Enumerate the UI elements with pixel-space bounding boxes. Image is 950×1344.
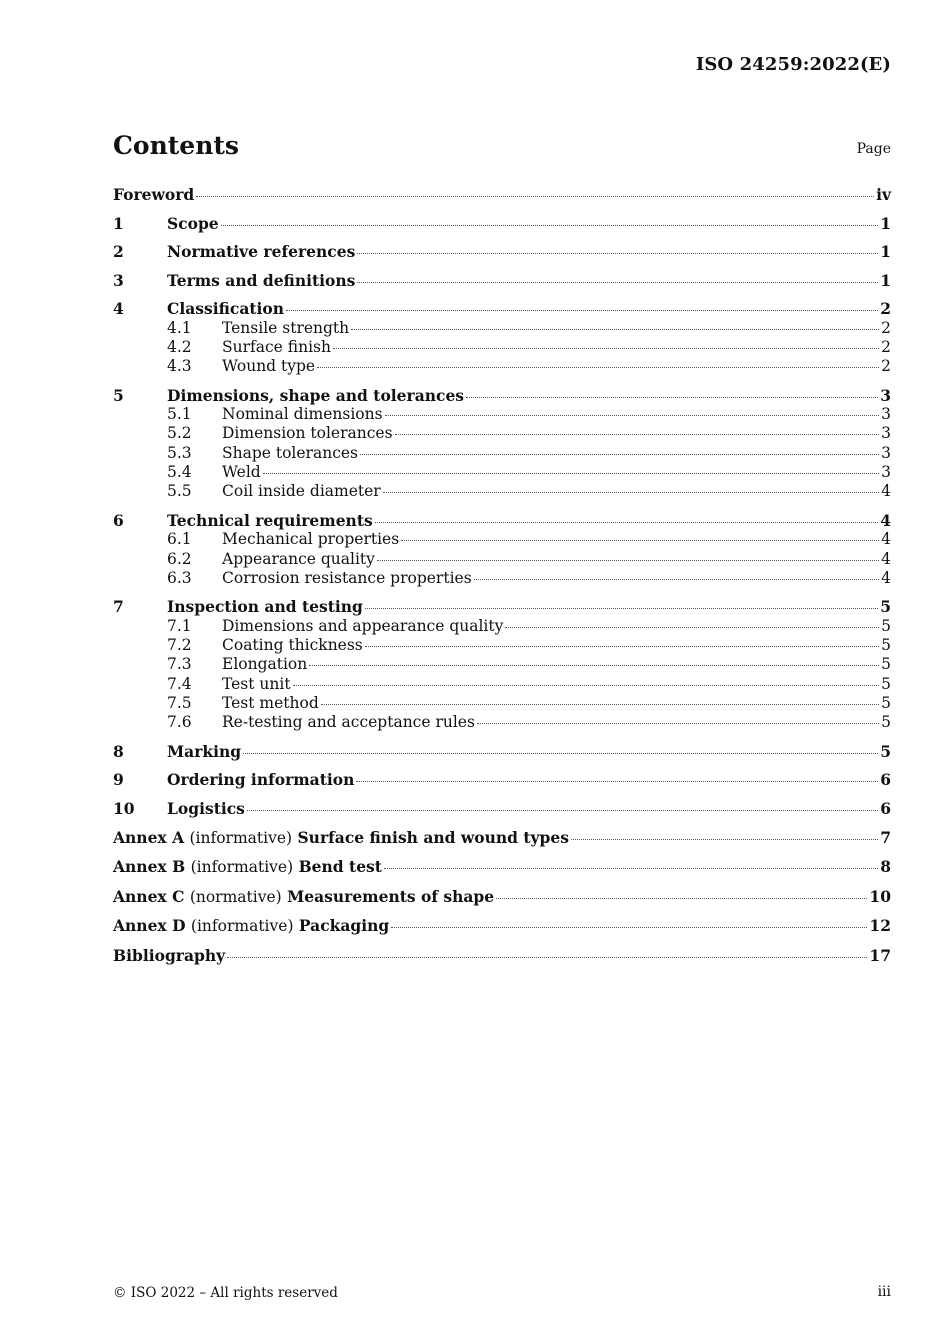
toc-entry-number: 7.4 <box>167 674 192 693</box>
toc-entry-title: Test method <box>222 693 319 712</box>
annex-label: Annex B <box>113 857 186 877</box>
table-of-contents <box>113 185 891 965</box>
toc-entry-title: Dimensions and appearance quality <box>222 616 504 635</box>
toc-leader-dots <box>247 810 878 811</box>
page-number: iii <box>877 1284 891 1300</box>
toc-entry-number: 5.4 <box>167 463 192 482</box>
toc-entry-title: Dimension tolerances <box>222 424 393 443</box>
annex-label: Annex D <box>113 916 186 936</box>
toc-entry-number: 5 <box>113 385 124 405</box>
toc-entry-title: Foreword <box>113 185 195 204</box>
toc-entry-title: Weld <box>222 463 261 482</box>
annex-label: Annex A <box>113 827 185 847</box>
contents-title: Contents <box>113 131 240 160</box>
toc-entry-page: 8 <box>880 857 891 877</box>
toc-leader-dots <box>496 898 867 899</box>
toc-entry-page: 7 <box>880 827 891 847</box>
toc-leader-dots <box>263 473 879 474</box>
toc-entry-page: 5 <box>881 655 891 674</box>
toc-entry-title: Surface finish <box>222 337 331 356</box>
toc-leader-dots <box>333 348 879 349</box>
toc-entry-4[interactable] <box>113 299 891 318</box>
annex-name: Measurements of shape <box>287 886 495 906</box>
toc-entry-5-4[interactable] <box>113 463 891 482</box>
toc-entry-number: 5.3 <box>167 443 192 462</box>
toc-entry-title: Coil inside diameter <box>222 482 381 501</box>
toc-entry-title: Corrosion resistance properties <box>222 568 472 587</box>
toc-entry-number: 7.1 <box>167 616 192 635</box>
toc-entry-page: 5 <box>881 616 891 635</box>
toc-entry-page: 5 <box>881 713 891 732</box>
toc-entry-5[interactable] <box>113 386 891 405</box>
toc-entry-number: 3 <box>113 270 124 290</box>
toc-entry-title: Dimensions, shape and tolerances <box>167 385 465 405</box>
toc-entry-7-3[interactable] <box>113 655 891 674</box>
toc-entry-page: 3 <box>881 405 891 424</box>
toc-annex-title <box>113 857 382 877</box>
toc-entry-page: 2 <box>880 299 891 319</box>
toc-entry-number: 6 <box>113 510 124 530</box>
toc-entry-bibliography[interactable] <box>113 946 891 965</box>
toc-leader-dots <box>309 665 879 666</box>
toc-entry-6-3[interactable] <box>113 569 891 588</box>
toc-leader-dots <box>351 329 879 330</box>
annex-type: (informative) <box>190 858 294 877</box>
annex-type: (informative) <box>190 917 294 936</box>
toc-entry-page: 17 <box>869 945 891 965</box>
toc-entry-page: 1 <box>880 270 891 290</box>
toc-entry-7-5[interactable] <box>113 694 891 713</box>
toc-entry-title: Inspection and testing <box>167 597 363 617</box>
toc-entry-title: Logistics <box>167 798 245 818</box>
toc-annex-b[interactable] <box>113 857 891 877</box>
toc-entry-8[interactable] <box>113 742 891 761</box>
toc-entry-title: Classification <box>167 299 285 319</box>
toc-entry-page: 5 <box>881 674 891 693</box>
toc-entry-7-6[interactable] <box>113 713 891 732</box>
toc-entry-page: 1 <box>880 242 891 262</box>
toc-entry-number: 8 <box>113 741 124 761</box>
toc-entry-page: 3 <box>881 463 891 482</box>
toc-entry-4-2[interactable] <box>113 338 891 357</box>
toc-annex-title <box>113 887 494 907</box>
toc-annex-c[interactable] <box>113 887 891 907</box>
toc-entry-page: 5 <box>880 597 891 617</box>
toc-entry-7-1[interactable] <box>113 617 891 636</box>
toc-entry-number: 6.3 <box>167 568 192 587</box>
toc-entry-title: Shape tolerances <box>222 443 358 462</box>
toc-entry-page: 3 <box>881 424 891 443</box>
toc-leader-dots <box>221 225 879 226</box>
toc-leader-dots <box>384 868 878 869</box>
toc-leader-dots <box>383 492 879 493</box>
toc-leader-dots <box>243 753 878 754</box>
toc-entry-number: 7.2 <box>167 636 192 655</box>
toc-entry-7-2[interactable] <box>113 636 891 655</box>
toc-leader-dots <box>571 839 878 840</box>
toc-entry-number: 7.5 <box>167 693 192 712</box>
toc-leader-dots <box>286 310 878 311</box>
toc-leader-dots <box>321 704 879 705</box>
annex-type: (normative) <box>189 887 282 906</box>
toc-entry-7-4[interactable] <box>113 675 891 694</box>
toc-entry-4-1[interactable] <box>113 319 891 338</box>
toc-entry-page: 2 <box>881 357 891 376</box>
toc-entry-page: 5 <box>880 741 891 761</box>
toc-entry-title: Nominal dimensions <box>222 405 383 424</box>
toc-annex-title <box>113 828 569 848</box>
toc-leader-dots <box>227 957 867 958</box>
toc-entry-number: 9 <box>113 770 124 790</box>
toc-entry-number: 4 <box>113 299 124 319</box>
toc-entry-page: iv <box>876 185 891 204</box>
toc-leader-dots <box>505 627 879 628</box>
toc-entry-foreword[interactable] <box>113 185 891 204</box>
toc-entry-page: 4 <box>881 530 891 549</box>
toc-entry-number: 7.3 <box>167 655 192 674</box>
toc-leader-dots <box>365 608 878 609</box>
toc-entry-6-2[interactable] <box>113 550 891 569</box>
toc-entry-page: 3 <box>880 385 891 405</box>
annex-type: (informative) <box>189 828 293 847</box>
copyright-notice: © ISO 2022 – All rights reserved <box>113 1285 338 1301</box>
toc-leader-dots <box>357 253 878 254</box>
toc-entry-title: Technical requirements <box>167 510 373 530</box>
toc-leader-dots <box>375 522 878 523</box>
toc-entry-title: Bibliography <box>113 945 226 965</box>
toc-leader-dots <box>357 282 878 283</box>
toc-entry-number: 1 <box>113 213 124 233</box>
annex-name: Surface finish and wound types <box>297 827 569 847</box>
toc-annex-d[interactable] <box>113 916 891 936</box>
toc-entry-number: 7.6 <box>167 713 192 732</box>
toc-entry-5-3[interactable] <box>113 444 891 463</box>
toc-entry-title: Coating thickness <box>222 636 363 655</box>
toc-annex-title <box>113 916 389 936</box>
toc-entry-number: 6.2 <box>167 549 192 568</box>
toc-leader-dots <box>477 723 879 724</box>
toc-entry-title: Marking <box>167 741 242 761</box>
toc-entry-title: Terms and definitions <box>167 270 356 290</box>
toc-leader-dots <box>474 579 879 580</box>
toc-entry-title: Scope <box>167 213 219 233</box>
toc-entry-title: Appearance quality <box>222 549 375 568</box>
toc-leader-dots <box>360 454 879 455</box>
toc-entry-page: 5 <box>881 693 891 712</box>
toc-entry-number: 4.1 <box>167 318 192 337</box>
toc-annex-a[interactable] <box>113 828 891 848</box>
toc-leader-dots <box>356 781 878 782</box>
toc-entry-page: 2 <box>881 337 891 356</box>
toc-entry-title: Tensile strength <box>222 318 350 337</box>
toc-entry-title: Normative references <box>167 242 356 262</box>
toc-entry-page: 2 <box>881 318 891 337</box>
toc-leader-dots <box>401 540 879 541</box>
toc-entry-page: 4 <box>881 482 891 501</box>
annex-name: Bend test <box>298 857 382 877</box>
toc-entry-page: 6 <box>880 798 891 818</box>
toc-entry-number: 5.5 <box>167 482 192 501</box>
toc-leader-dots <box>391 927 867 928</box>
toc-entry-number: 4.3 <box>167 357 192 376</box>
toc-entry-4-3[interactable] <box>113 357 891 376</box>
toc-leader-dots <box>466 397 878 398</box>
document-id: ISO 24259:2022(E) <box>695 54 891 75</box>
toc-leader-dots <box>395 434 880 435</box>
toc-leader-dots <box>385 415 880 416</box>
toc-entry-1[interactable] <box>113 214 891 233</box>
toc-entry-number: 7 <box>113 597 124 617</box>
toc-entry-title: Ordering information <box>167 770 355 790</box>
toc-leader-dots <box>293 685 880 686</box>
toc-entry-number: 4.2 <box>167 337 192 356</box>
toc-entry-6-1[interactable] <box>113 530 891 549</box>
annex-name: Packaging <box>298 916 390 936</box>
toc-entry-page: 1 <box>880 213 891 233</box>
toc-entry-page: 4 <box>881 549 891 568</box>
toc-leader-dots <box>365 646 879 647</box>
toc-entry-title: Test unit <box>222 674 291 693</box>
toc-entry-6[interactable] <box>113 511 891 530</box>
toc-entry-number: 5.1 <box>167 405 192 424</box>
annex-label: Annex C <box>113 886 185 906</box>
toc-entry-title: Mechanical properties <box>222 530 400 549</box>
toc-entry-number: 5.2 <box>167 424 192 443</box>
toc-entry-number: 2 <box>113 242 124 262</box>
toc-entry-page: 12 <box>869 916 891 936</box>
toc-entry-5-1[interactable] <box>113 405 891 424</box>
toc-entry-title: Wound type <box>222 357 316 376</box>
toc-leader-dots <box>317 367 879 368</box>
toc-entry-number: 6.1 <box>167 530 192 549</box>
toc-entry-page: 10 <box>869 886 891 906</box>
toc-entry-title: Re-testing and acceptance rules <box>222 713 475 732</box>
toc-entry-page: 6 <box>880 770 891 790</box>
toc-entry-page: 4 <box>881 568 891 587</box>
toc-entry-3[interactable] <box>113 271 891 290</box>
toc-entry-page: 5 <box>881 636 891 655</box>
toc-entry-7[interactable] <box>113 597 891 616</box>
toc-entry-5-2[interactable] <box>113 424 891 443</box>
toc-entry-9[interactable] <box>113 770 891 789</box>
page-column-label: Page <box>856 141 891 157</box>
toc-entry-2[interactable] <box>113 242 891 261</box>
toc-leader-dots <box>377 560 879 561</box>
toc-entry-title: Elongation <box>222 655 308 674</box>
toc-entry-10[interactable] <box>113 799 891 818</box>
toc-entry-number: 10 <box>113 798 135 818</box>
toc-entry-5-5[interactable] <box>113 482 891 501</box>
toc-entry-page: 3 <box>881 443 891 462</box>
toc-leader-dots <box>196 196 874 197</box>
toc-entry-page: 4 <box>880 510 891 530</box>
